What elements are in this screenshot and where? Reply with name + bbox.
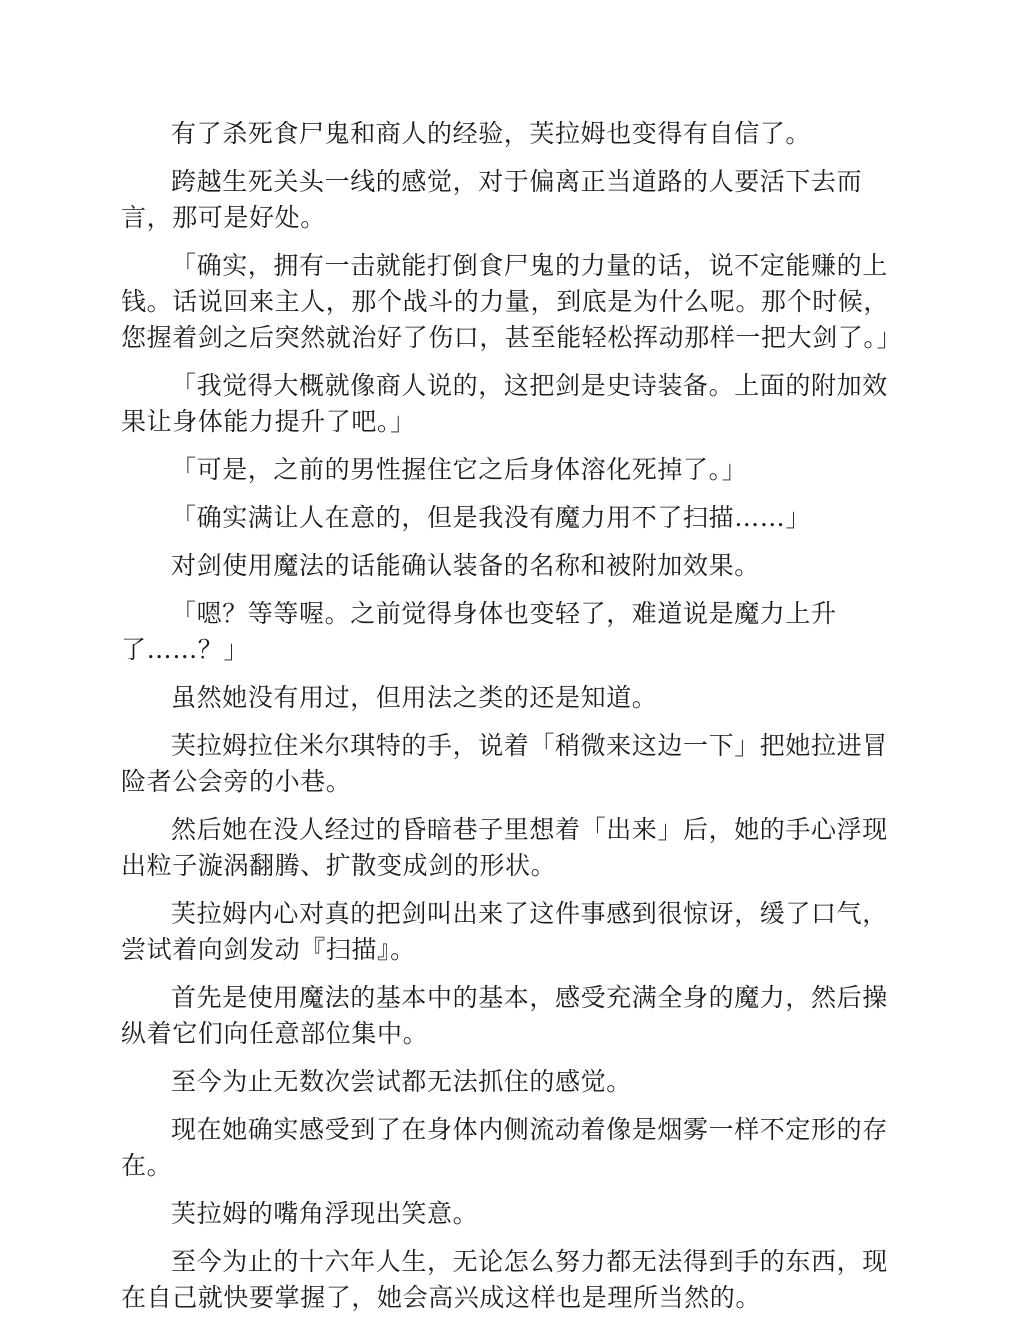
paragraph: 然后她在没人经过的昏暗巷子里想着「出来」后，她的手心浮现出粒子漩涡翻腾、扩散变成剑的形状。 [121,815,888,880]
paragraph: 至今为止的十六年人生，无论怎么努力都无法得到手的东西，现在自己就快要掌握了，她会高兴成这样也是理所当然的。 [121,1247,888,1312]
paragraph: 芙拉姆内心对真的把剑叫出来了这件事感到很惊讶，缓了口气，尝试着向剑发动『扫描』。 [121,899,888,964]
paragraph: 现在她确实感受到了在身体内侧流动着像是烟雾一样不定形的存在。 [121,1115,888,1180]
paragraph: 「可是，之前的男性握住它之后身体溶化死掉了。」 [171,455,748,484]
paragraph: 芙拉姆的嘴角浮现出笑意。 [171,1199,479,1228]
paragraph: 「我觉得大概就像商人说的，这把剑是史诗装备。上面的附加效果让身体能力提升了吧。」 [121,371,888,436]
paragraph: 跨越生死关头一线的感觉，对于偏离正当道路的人要活下去而言，那可是好处。 [121,167,863,232]
paragraph: 「确实满让人在意的，但是我没有魔力用不了扫描……」 [171,503,812,532]
paragraph: 虽然她没有用过，但用法之类的还是知道。 [171,683,658,712]
document-page [121,116,901,1328]
paragraph: 至今为止无数次尝试都无法抓住的感觉。 [171,1067,632,1096]
paragraph: 「嗯？等等喔。之前觉得身体也变轻了，难道说是魔力上升了……？」 [121,599,837,664]
paragraph: 「确实，拥有一击就能打倒食尸鬼的力量的话，说不定能赚的上钱。话说回来主人，那个战斗的力量，到底是为什么呢。那个时候，您握着剑之后突然就治好了伤口，甚至能轻松挥动那样一把大剑了。」 [121,251,903,352]
paragraph: 对剑使用魔法的话能确认装备的名称和被附加效果。 [171,551,760,580]
paragraph: 有了杀死食尸鬼和商人的经验，芙拉姆也变得有自信了。 [171,119,812,148]
paragraph: 芙拉姆拉住米尔琪特的手，说着「稍微来这边一下」把她拉进冒险者公会旁的小巷。 [121,731,888,796]
paragraph: 首先是使用魔法的基本中的基本，感受充满全身的魔力，然后操纵着它们向任意部位集中。 [121,983,888,1048]
